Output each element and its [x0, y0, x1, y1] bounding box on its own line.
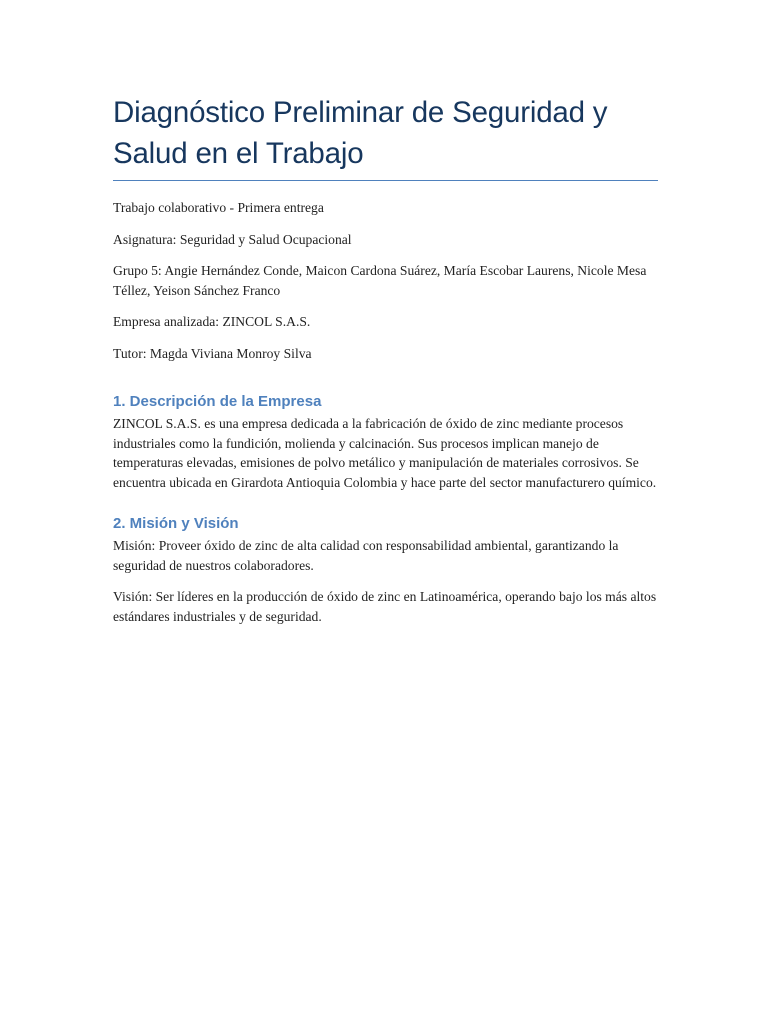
section-mission-vision — [113, 514, 658, 626]
section-heading: 1. Descripción de la Empresa — [113, 393, 322, 410]
section-heading: 2. Misión y Visión — [113, 515, 239, 532]
section-paragraph: ZINCOL S.A.S. es una empresa dedicada a la fabricación de óxido de zinc mediante procesos industriales como la fundición, molienda y calcinación. Sus procesos implican manejo de temperaturas elevadas, emisiones de polvo metálico y manipulación de materiales corrosivos. Se encuentra ubicada en Girardota Antioquia Colombia y hace parte del sector manufacturero químico. — [113, 416, 657, 490]
meta-company: Empresa analizada: ZINCOL S.A.S. — [113, 314, 311, 329]
meta-work-type: Trabajo colaborativo - Primera entrega — [113, 200, 324, 215]
meta-tutor: Tutor: Magda Viviana Monroy Silva — [113, 345, 312, 361]
mission-paragraph: Misión: Proveer óxido de zinc de alta calidad con responsabilidad ambiental, garantizando la seguridad de nuestros colaboradores. — [113, 538, 619, 573]
document-content — [113, 92, 658, 638]
vision-paragraph: Visión: Ser líderes en la producción de óxido de zinc en Latinoamérica, operando bajo los más altos estándares industriales y de seguridad. — [113, 589, 657, 624]
document-meta — [113, 198, 658, 363]
section-company-description — [113, 392, 658, 492]
meta-subject: Asignatura: Seguridad y Salud Ocupacional — [113, 231, 352, 247]
document-title: Diagnóstico Preliminar de Seguridad y Salud en el Trabajo — [113, 92, 658, 181]
meta-group: Grupo 5: Angie Hernández Conde, Maicon Cardona Suárez, María Escobar Laurens, Nicole Mesa Téllez, Yeison Sánchez Franco — [113, 263, 647, 298]
